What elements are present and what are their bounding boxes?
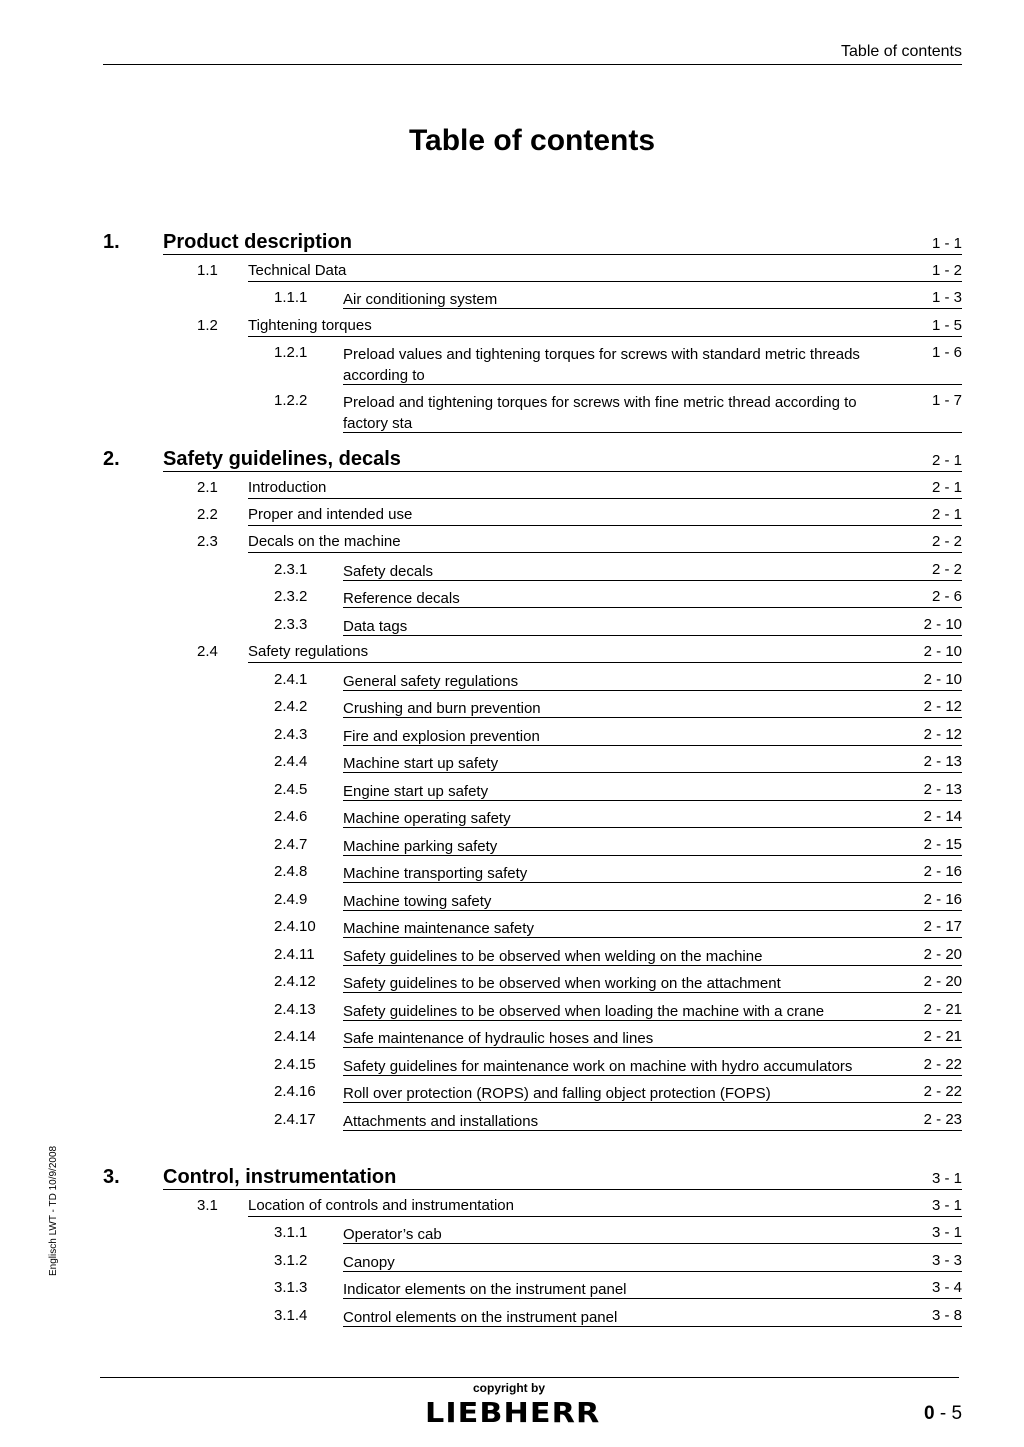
toc-entry[interactable] xyxy=(0,643,962,670)
toc-entry-number: 2. xyxy=(103,448,120,470)
toc-entry-rule xyxy=(163,471,962,472)
toc-entry-page: 2 - 10 xyxy=(923,616,962,633)
toc-entry-title: Fire and explosion prevention xyxy=(343,728,540,745)
toc-entry[interactable] xyxy=(0,317,962,344)
toc-entry-title: Safety guidelines, decals xyxy=(163,448,401,470)
toc-entry-rule xyxy=(343,1326,962,1327)
toc-entry-page: 2 - 22 xyxy=(923,1083,962,1100)
toc-entry[interactable] xyxy=(0,616,962,643)
toc-entry-number: 2.3.2 xyxy=(274,588,308,605)
toc-entry-page: 2 - 1 xyxy=(931,452,962,469)
toc-entry-rule xyxy=(248,1216,962,1217)
toc-entry-number: 2.4.11 xyxy=(274,946,315,963)
toc-entry-number: 2.4.15 xyxy=(274,1056,316,1073)
toc-entry-rule xyxy=(343,882,962,883)
toc-entry-rule xyxy=(248,552,962,553)
toc-entry-title: Preload and tightening torques for screws with fine metric thread according to factory sta xyxy=(343,394,857,432)
toc-entry-page: 3 - 1 xyxy=(931,1197,962,1214)
toc-entry-title: Roll over protection (ROPS) and falling object protection (FOPS) xyxy=(343,1085,771,1102)
toc-entry-page: 2 - 13 xyxy=(923,781,962,798)
toc-entry[interactable] xyxy=(0,506,962,533)
toc-entry[interactable] xyxy=(0,289,962,316)
toc-entry[interactable] xyxy=(0,836,962,863)
toc-entry-rule xyxy=(343,1020,962,1021)
footer-divider xyxy=(100,1377,959,1378)
toc-entry-page: 2 - 22 xyxy=(923,1056,962,1073)
toc-entry-title: Safety guidelines to be observed when welding on the machine xyxy=(343,948,763,965)
toc-entry-number: 2.4.10 xyxy=(274,918,316,935)
toc-entry[interactable] xyxy=(0,392,962,432)
toc-entry-number: 1.2.1 xyxy=(274,344,308,361)
toc-entry-title: Machine parking safety xyxy=(343,838,498,855)
toc-entry-page: 2 - 15 xyxy=(923,836,962,853)
page-number-value: 5 xyxy=(951,1403,963,1424)
toc-entry-title: Proper and intended use xyxy=(248,506,413,523)
toc-entry-number: 2.4.17 xyxy=(274,1111,316,1128)
toc-entry-rule xyxy=(343,992,962,993)
toc-entry-rule xyxy=(343,308,962,309)
toc-entry-title: Attachments and installations xyxy=(343,1113,539,1130)
toc-entry[interactable] xyxy=(0,1056,962,1083)
toc-entry-rule xyxy=(343,965,962,966)
toc-entry-title: Location of controls and instrumentation xyxy=(248,1197,514,1214)
page-number xyxy=(924,1403,962,1425)
toc-entry-rule xyxy=(248,281,962,282)
toc-entry-page: 1 - 5 xyxy=(931,317,962,334)
page-title: Table of contents xyxy=(408,124,656,157)
toc-entry-number: 2.4.13 xyxy=(274,1001,316,1018)
toc-entry-page: 3 - 4 xyxy=(931,1279,962,1296)
toc-entry-number: 2.1 xyxy=(197,479,218,496)
side-note: Englisch LWT - TD 10/9/2008 xyxy=(48,1145,59,1276)
toc-entry-rule xyxy=(343,1102,962,1103)
toc-entry-number: 3.1.1 xyxy=(274,1224,308,1241)
toc-entry-number: 2.4 xyxy=(197,643,218,660)
toc-entry-page: 3 - 1 xyxy=(931,1170,962,1187)
toc-entry-title: Control elements on the instrument panel xyxy=(343,1309,618,1326)
toc-entry-page: 2 - 16 xyxy=(923,863,962,880)
toc-entry-rule xyxy=(343,855,962,856)
toc-entry-rule xyxy=(343,607,962,608)
toc-entry-rule xyxy=(343,772,962,773)
toc-entry-page: 2 - 2 xyxy=(931,561,962,578)
toc-entry[interactable] xyxy=(0,1001,962,1028)
toc-entry-title: General safety regulations xyxy=(343,673,519,690)
toc-entry-title: Safety guidelines to be observed when loading the machine with a crane xyxy=(343,1003,825,1020)
toc-entry-title: Decals on the machine xyxy=(248,533,401,550)
toc-entry-page: 2 - 20 xyxy=(923,973,962,990)
toc-entry-number: 3.1.2 xyxy=(274,1252,308,1269)
header-title: Table of contents xyxy=(841,43,962,60)
toc-entry[interactable] xyxy=(0,781,962,808)
toc-entry-page: 2 - 6 xyxy=(931,588,962,605)
toc-entry-page: 2 - 17 xyxy=(923,918,962,935)
toc-entry-rule xyxy=(343,827,962,828)
toc-entry[interactable] xyxy=(0,1083,962,1110)
toc-entry-number: 1.1.1 xyxy=(274,289,308,306)
toc-entry-title: Machine transporting safety xyxy=(343,865,528,882)
toc-entry-number: 2.2 xyxy=(197,506,218,523)
toc-entry-title: Tightening torques xyxy=(248,317,372,334)
toc-entry-page: 1 - 6 xyxy=(931,344,962,361)
toc-entry-title: Engine start up safety xyxy=(343,783,489,800)
toc-entry-page: 2 - 12 xyxy=(923,726,962,743)
toc-entry[interactable] xyxy=(0,1252,962,1279)
toc-entry-number: 2.4.5 xyxy=(274,781,308,798)
toc-entry-rule xyxy=(248,525,962,526)
toc-entry[interactable] xyxy=(0,891,962,918)
toc-entry-rule xyxy=(343,745,962,746)
toc-entry-title: Safety guidelines for maintenance work on machine with hydro accumulators xyxy=(343,1058,853,1075)
toc-entry-rule xyxy=(343,800,962,801)
toc-entry-page: 2 - 1 xyxy=(931,506,962,523)
toc-entry[interactable] xyxy=(0,1224,962,1251)
toc-entry[interactable] xyxy=(0,533,962,560)
toc-entry-rule xyxy=(248,662,962,663)
toc-entry[interactable] xyxy=(0,973,962,1000)
toc-entry[interactable] xyxy=(0,753,962,780)
toc-entry-page: 2 - 21 xyxy=(923,1001,962,1018)
toc-entry[interactable] xyxy=(0,1166,962,1193)
toc-entry-rule xyxy=(343,1047,962,1048)
toc-entry-page: 3 - 8 xyxy=(931,1307,962,1324)
toc-entry-title: Technical Data xyxy=(248,262,347,279)
toc-entry-number: 3.1.3 xyxy=(274,1279,308,1296)
toc-entry-page: 1 - 1 xyxy=(931,235,962,252)
toc-entry-rule xyxy=(248,498,962,499)
toc-entry-page: 2 - 10 xyxy=(923,643,962,660)
toc-entry[interactable] xyxy=(0,808,962,835)
toc-entry-title: Product description xyxy=(163,231,352,253)
toc-entry-page: 2 - 16 xyxy=(923,891,962,908)
toc-entry-page: 1 - 2 xyxy=(931,262,962,279)
toc-entry[interactable] xyxy=(0,671,962,698)
toc-entry[interactable] xyxy=(0,863,962,890)
toc-entry-rule xyxy=(343,432,962,433)
page-section: 0 xyxy=(924,1403,935,1424)
toc-entry-number: 3. xyxy=(103,1166,120,1188)
toc-entry-page: 2 - 12 xyxy=(923,698,962,715)
toc-entry-rule xyxy=(343,1243,962,1244)
toc-entry[interactable] xyxy=(0,1279,962,1306)
toc-entry-title: Reference decals xyxy=(343,590,460,607)
toc-entry-title: Control, instrumentation xyxy=(163,1166,397,1188)
toc-entry-title: Crushing and burn prevention xyxy=(343,700,541,717)
toc-entry[interactable] xyxy=(0,946,962,973)
toc-entry-number: 1.1 xyxy=(197,262,218,279)
toc-entry-number: 2.4.3 xyxy=(274,726,308,743)
toc-entry-number: 3.1.4 xyxy=(274,1307,308,1324)
running-header xyxy=(103,40,962,65)
toc-entry[interactable] xyxy=(0,588,962,615)
toc-entry-page: 2 - 13 xyxy=(923,753,962,770)
toc-entry-page: 2 - 2 xyxy=(931,533,962,550)
toc-entry-number: 2.4.2 xyxy=(274,698,308,715)
toc-entry[interactable] xyxy=(0,479,962,506)
toc-entry-title: Canopy xyxy=(343,1254,395,1271)
toc-entry-rule xyxy=(163,1189,962,1190)
toc-entry-number: 2.4.16 xyxy=(274,1083,316,1100)
toc-entry[interactable] xyxy=(0,231,962,258)
toc-entry-page: 2 - 1 xyxy=(931,479,962,496)
toc-entry-page: 2 - 21 xyxy=(923,1028,962,1045)
toc-entry-page: 3 - 1 xyxy=(931,1224,962,1241)
toc-entry[interactable] xyxy=(0,726,962,753)
liebherr-logo: LIEBHERR xyxy=(425,1396,601,1429)
toc-entry-title: Introduction xyxy=(248,479,327,496)
toc-entry-rule xyxy=(343,384,962,385)
toc-entry[interactable] xyxy=(0,344,962,384)
toc-entry-rule xyxy=(343,1075,962,1076)
toc-entry-title: Safe maintenance of hydraulic hoses and lines xyxy=(343,1030,654,1047)
toc-entry-title: Data tags xyxy=(343,618,408,635)
toc-entry-page: 3 - 3 xyxy=(931,1252,962,1269)
toc-entry[interactable] xyxy=(0,262,962,289)
toc-entry-rule xyxy=(343,1271,962,1272)
toc-entry-rule xyxy=(343,717,962,718)
toc-entry-number: 3.1 xyxy=(197,1197,218,1214)
toc-entry[interactable] xyxy=(0,1307,962,1334)
toc-entry-title: Machine towing safety xyxy=(343,893,492,910)
toc-entry-number: 1.2 xyxy=(197,317,218,334)
toc-entry-number: 2.4.7 xyxy=(274,836,308,853)
toc-entry-number: 2.3.3 xyxy=(274,616,308,633)
toc-entry-page: 1 - 7 xyxy=(931,392,962,409)
toc-entry-number: 2.4.12 xyxy=(274,973,316,990)
toc-entry[interactable] xyxy=(0,918,962,945)
toc-entry-number: 2.3 xyxy=(197,533,218,550)
toc-entry-number: 2.4.9 xyxy=(274,891,308,908)
toc-entry-number: 2.4.8 xyxy=(274,863,308,880)
toc-entry-title: Machine operating safety xyxy=(343,810,511,827)
toc-entry[interactable] xyxy=(0,561,962,588)
toc-entry-title: Operator’s cab xyxy=(343,1226,442,1243)
toc-entry-title: Indicator elements on the instrument panel xyxy=(343,1281,627,1298)
toc-entry-rule xyxy=(343,1298,962,1299)
toc-entry-number: 2.4.1 xyxy=(274,671,308,688)
toc-entry[interactable] xyxy=(0,1111,962,1138)
toc-entry-title: Machine maintenance safety xyxy=(343,920,534,937)
toc-entry[interactable] xyxy=(0,698,962,725)
toc-entry-title: Safety guidelines to be observed when working on the attachment xyxy=(343,975,781,992)
toc-entry-page: 2 - 14 xyxy=(923,808,962,825)
toc-entry-page: 2 - 23 xyxy=(923,1111,962,1128)
toc-entry-title: Safety regulations xyxy=(248,643,369,660)
page-separator: - xyxy=(934,1403,952,1424)
toc-entry-number: 1.2.2 xyxy=(274,392,308,409)
toc-entry-number: 2.3.1 xyxy=(274,561,308,578)
toc-entry-rule xyxy=(343,1130,962,1131)
toc-entry-page: 1 - 3 xyxy=(931,289,962,306)
toc-entry-title: Preload values and tightening torques for screws with standard metric threads according to xyxy=(343,346,860,384)
copyright-label: copyright by xyxy=(473,1381,546,1395)
toc-entry-page: 2 - 10 xyxy=(923,671,962,688)
toc-entry-rule xyxy=(343,580,962,581)
toc-entry-title: Machine start up safety xyxy=(343,755,499,772)
toc-entry-rule xyxy=(343,910,962,911)
toc-entry-rule xyxy=(343,635,962,636)
toc-entry[interactable] xyxy=(0,1197,962,1224)
toc-entry-rule xyxy=(343,937,962,938)
toc-entry-page: 2 - 20 xyxy=(923,946,962,963)
toc-entry[interactable] xyxy=(0,1028,962,1055)
toc-entry[interactable] xyxy=(0,448,962,475)
toc-entry-number: 2.4.4 xyxy=(274,753,308,770)
toc-entry-number: 2.4.14 xyxy=(274,1028,316,1045)
toc-entry-rule xyxy=(163,254,962,255)
toc-entry-rule xyxy=(343,690,962,691)
toc-entry-number: 2.4.6 xyxy=(274,808,308,825)
toc-entry-rule xyxy=(248,336,962,337)
toc-entry-title: Safety decals xyxy=(343,563,434,580)
toc-entry-number: 1. xyxy=(103,231,120,253)
toc-entry-title: Air conditioning system xyxy=(343,291,498,308)
